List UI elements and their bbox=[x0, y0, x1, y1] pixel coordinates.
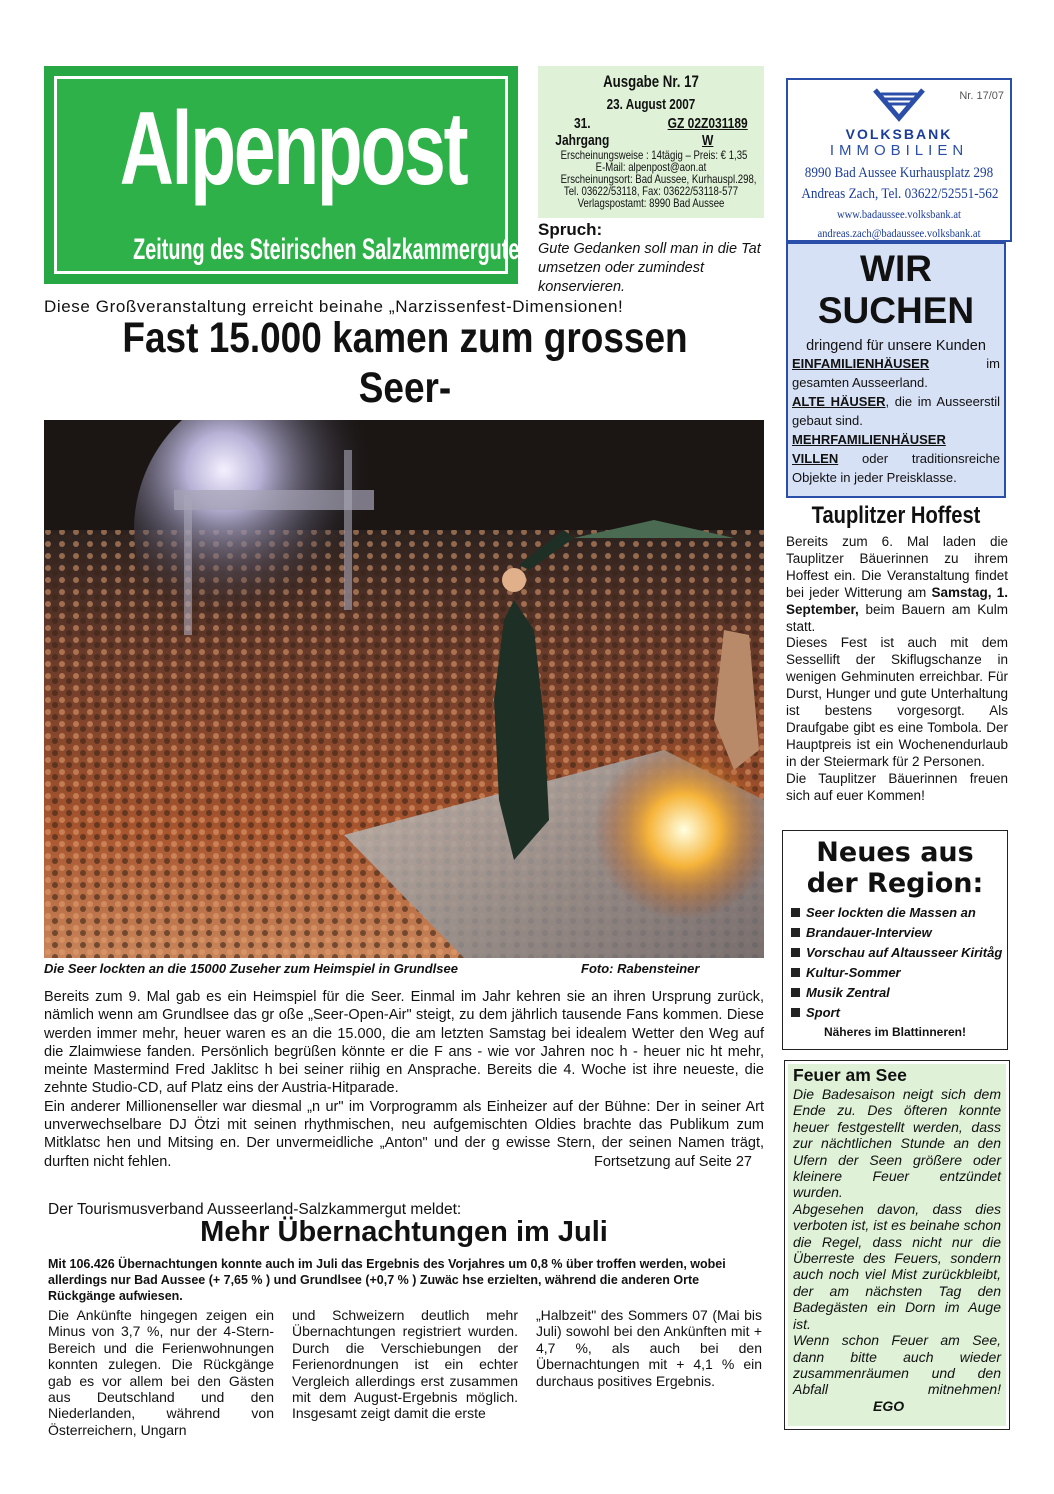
hoffest-article: Bereits zum 6. Mal laden die Tauplitzer Bäuerinnen zu ihrem Hoffest ein. Die Veranstaltung findet bei jeder Witterung am Samstag, 1. September, beim Bauern am Kulm statt. Dieses Fest ist auch mit dem Sessellift der Skiflugschanze in wenigen Gehminuten erreichbar. Für Durst, Hunger und gute Unterhaltung ist bestens vorgesorgt. Als Draufgabe gibt es eine Tombola. Der Hauptpreis ist ein Wochenendurlaub in der Steiermark für 2 Personen. Die Tauplitzer Bäuerinnen freuen sich auf euer Kommen! bbox=[786, 534, 1008, 803]
quote-box bbox=[538, 220, 766, 297]
bank-division: IMMOBILIEN bbox=[829, 142, 969, 159]
ad-number: Nr. 17/07 bbox=[959, 90, 1004, 102]
quote-text: Gute Gedanken soll man in die Tat umsetzen oder zumindest konservieren. bbox=[538, 241, 761, 295]
list-item[interactable]: Seer lockten die Massen an bbox=[791, 903, 999, 923]
issue-line: Erscheinungsweise : 14tägig – Preis: € 1,35 bbox=[560, 148, 748, 162]
list-item[interactable]: Sport bbox=[791, 1003, 999, 1023]
tourism-column-1: Die Ankünfte hingegen zeigen ein Minus von 3,7 %, nur der 4-Stern-Bereich und die Ferienwohnungen konnten zulegen. Die Rückgänge gab es vor allem bei den Gästen aus Deutschland und den Niederlanden, während von Österreichern, Ungarn bbox=[48, 1307, 274, 1438]
list-item[interactable]: Vorschau auf Altausseer Kiritåg bbox=[791, 943, 999, 963]
fire-article: Die Badesaison neigt sich dem Ende zu. Des öfteren konnte heuer festgestellt werden, dass zur nächtlichen Stunde an den Ufern der Seen größere oder kleinere Feuer entzündet wurden. Abgesehen davon, dass dies verboten ist, ist es beinahe schon die Regel, dass nicht nur die Überreste des Feuers, sondern auch noch viel Mist zurückbleibt, der am nächsten Tag den Badegästen ein Dorn im Auge ist. Wenn schon Feuer am See, dann bitte auch wieder zusammenräumen und den Abfall mitnehmen! EGO bbox=[793, 1086, 1001, 1414]
issue-number: Ausgabe Nr. 17 bbox=[603, 72, 699, 91]
photo-credit: Foto: Rabensteiner bbox=[581, 961, 700, 976]
bank-name: VOLKSBANK bbox=[845, 126, 953, 142]
issue-line: Erscheinungsort: Bad Aussee, Kurhauspl.298, bbox=[560, 172, 757, 186]
bullet-square-icon bbox=[791, 948, 800, 957]
region-news-list bbox=[791, 903, 1003, 1023]
newspaper-title: Alpenpost bbox=[119, 91, 467, 207]
issue-info bbox=[538, 66, 764, 218]
masthead-frame bbox=[54, 76, 531, 274]
wanted-intro: dringend für unsere Kunden bbox=[806, 338, 986, 354]
tourism-column-3: „Halbzeit" des Sommers 07 (Mai bis Juli) sowohl bei den Ankünften mit + 4,7 %, als auch bei den Übernachtungen mit + 4,1 % ein durchaus positives Ergebnis. bbox=[536, 1307, 762, 1389]
bank-address: 8990 Bad Aussee Kurhausplatz 298 bbox=[804, 165, 994, 181]
wanted-title bbox=[792, 248, 1000, 332]
author-sign: EGO bbox=[873, 1397, 905, 1414]
article-paragraph: Bereits zum 9. Mal gab es ein Heimspiel für die Seer. Einmal im Jahr kehren sie an ihren Ursprung zurück, nämlich wenn am Grundlsee das gr oße „Seer-Open-Air" steigt, zu dem jährlich tausende Fans kommen. Diese werden immer mehr, heuer waren es an die 15.000, die am letzten Samstag bei idealem Wetter den Weg auf die Zlaimwiese fanden. Persönlich begrüßen könnte er die F ans - wie vor Jahren noc h - heuer nic ht mehr, meinte Mastermind Fred Jaklitsc h bei seiner riihig en Ansprache. Bereits die 4. Woche ist ihre neueste, die zehnte Studio-CD, auf Platz eins der Austria-Hitparade. bbox=[44, 989, 764, 1097]
list-item[interactable]: Brandauer-Interview bbox=[791, 923, 999, 943]
bank-contact: Andreas Zach, Tel. 03622/52551-562 bbox=[801, 186, 999, 202]
wanted-item: EINFAMILIENHÄUSER im gesamten Ausseerland. bbox=[792, 356, 1000, 390]
lead-headline: Fast 15.000 kamen zum grossen Seer- bbox=[122, 314, 688, 412]
photo-caption bbox=[44, 961, 764, 976]
bullet-square-icon bbox=[791, 1008, 800, 1017]
region-news-title: Neues aus der Region: bbox=[806, 837, 984, 899]
tourism-headline: Mehr Übernachtungen im Juli bbox=[200, 1216, 608, 1248]
tourism-lead: Mit 106.426 Übernachtungen konnte auch im Juli das Ergebnis des Vorjahres um 0,8 % über troffen werden, wobei allerdings nur Bad Aussee (+ 7,65 % ) und Grundlsee (+0,7 % ) Zuwäc hse erzielten, während die anderen Orte Rückgänge aufwiesen. bbox=[48, 1257, 726, 1303]
list-item[interactable]: Musik Zentral bbox=[791, 983, 999, 1003]
region-news-more: Näheres im Blattinneren! bbox=[823, 1025, 967, 1039]
bank-email[interactable]: andreas.zach@badaussee.volksbank.at bbox=[817, 226, 981, 240]
caption-text: Die Seer lockten an die 15000 Zuseher zum Heimspiel in Grundlsee bbox=[44, 961, 458, 976]
issue-line: E-Mail: alpenpost@aon.at bbox=[595, 160, 707, 174]
wanted-item: VILLEN oder traditionsreiche Objekte in jeder Preisklasse. bbox=[792, 451, 1000, 485]
region-news-box bbox=[782, 830, 1008, 1050]
issue-year: 31. Jahrgang bbox=[555, 115, 610, 149]
fire-heading: Feuer am See bbox=[793, 1065, 907, 1085]
lead-kicker: Diese Großveranstaltung erreicht beinahe „Narzissenfest-Dimensionen! bbox=[44, 297, 624, 316]
issue-line: Tel. 03622/53118, Fax: 03622/53118-577 bbox=[563, 184, 739, 198]
concert-photo-image bbox=[44, 420, 764, 958]
wanted-ad bbox=[786, 242, 1006, 498]
volksbank-emblem-icon bbox=[869, 88, 929, 122]
wanted-title-line: WIR bbox=[860, 248, 932, 289]
fire-article-box bbox=[784, 1060, 1010, 1430]
tourism-kicker: Der Tourismusverband Ausseerland-Salzkammergut meldet: bbox=[48, 1201, 462, 1218]
bank-website[interactable]: www.badaussee.volksbank.at bbox=[837, 207, 961, 221]
concert-photo bbox=[44, 420, 764, 958]
bullet-square-icon bbox=[791, 988, 800, 997]
quote-heading: Spruch: bbox=[538, 220, 603, 239]
wanted-title-line: SUCHEN bbox=[817, 290, 975, 331]
issue-line: Verlagspostamt: 8990 Bad Aussee bbox=[577, 196, 725, 210]
masthead bbox=[44, 66, 531, 284]
bullet-square-icon bbox=[791, 968, 800, 977]
tourism-column-2: und Schweizern deutlich mehr Übernachtungen registriert wurden. Durch die Verschiebungen der Ferienordnungen ist ein echter Vergleich allerdings erst zusammen mit dem August-Ergebnis möglich. Insgesamt zeigt damit die erste bbox=[292, 1307, 518, 1422]
lead-article bbox=[44, 988, 764, 1171]
issue-gz: GZ 02Z031189 W bbox=[667, 115, 748, 149]
wanted-item: ALTE HÄUSER, die im Ausseerstil gebaut sind. bbox=[792, 394, 1001, 428]
volksbank-ad bbox=[786, 78, 1012, 242]
hoffest-heading: Tauplitzer Hoffest bbox=[811, 502, 981, 529]
issue-date: 23. August 2007 bbox=[606, 96, 696, 113]
bullet-square-icon bbox=[791, 928, 800, 937]
article-paragraph: Ein anderer Millionenseller war diesmal „n ur" im Vorprogramm als Einheizer auf der Bühne: Der in seiner Art unverwechselbare DJ Ötzi mit seinen rhythmischen, neu aufgemischten Oldies brachte das Publikum zum Mitklatsc hen und Mitsing en. Der unvermeidliche „Anton" und der g ewisse Stern, der seinen Namen trägt, durften nicht fehlen. bbox=[44, 1098, 764, 1170]
volksbank-logo-icon bbox=[788, 88, 1010, 126]
bullet-square-icon bbox=[791, 908, 800, 917]
newspaper-subtitle: Zeitung des Steirischen Salzkammergutes bbox=[133, 233, 531, 266]
wanted-item: MEHRFAMILIENHÄUSER bbox=[792, 432, 946, 447]
list-item[interactable]: Kultur-Sommer bbox=[791, 963, 999, 983]
continued-note: Fortsetzung auf Seite 27 bbox=[594, 1153, 752, 1170]
